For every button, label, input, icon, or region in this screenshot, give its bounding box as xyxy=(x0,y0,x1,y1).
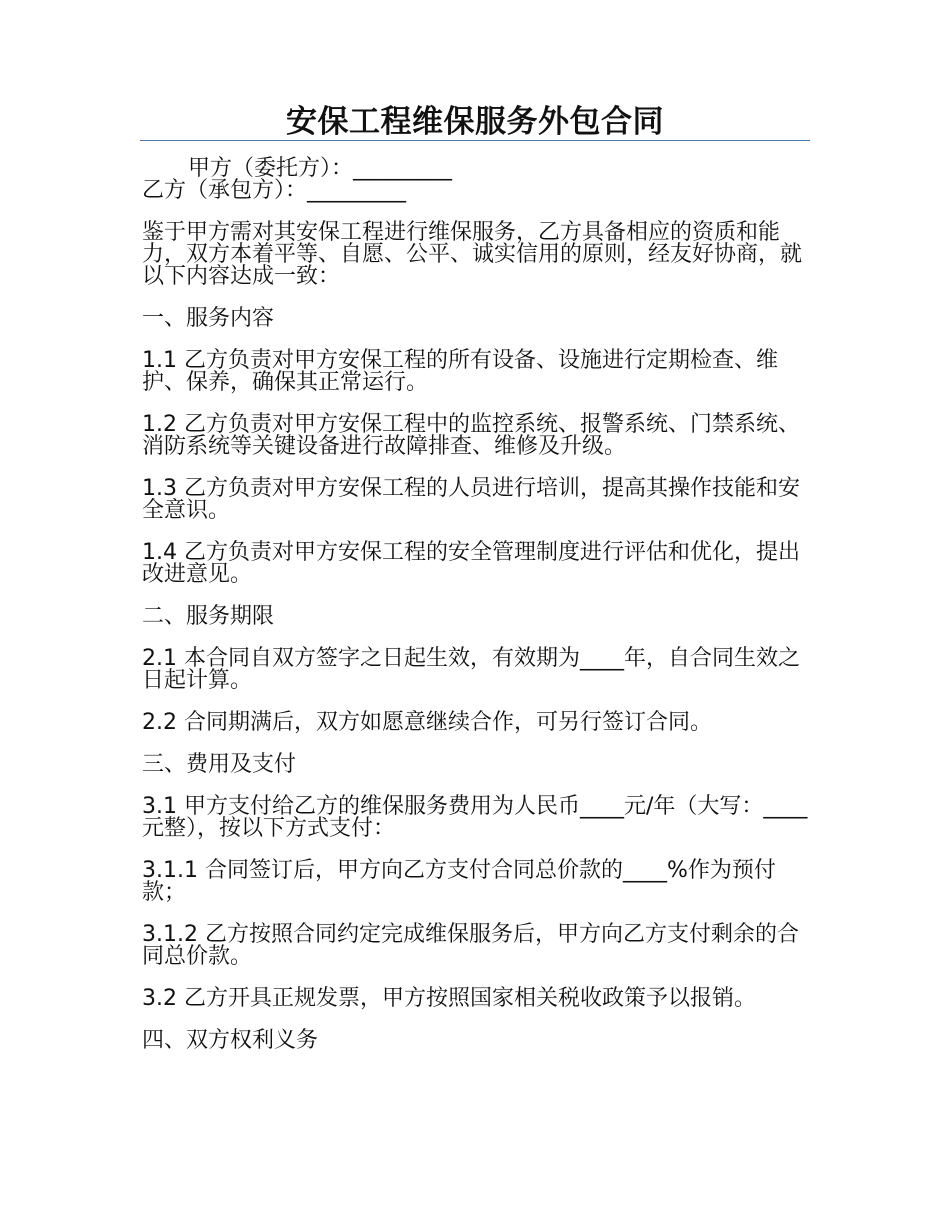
clause-3-1-1: 3.1.1 合同签订后，甲方向乙方支付合同总价款的____%作为预付款； xyxy=(142,858,776,905)
clause-1-2: 1.2 乙方负责对甲方安保工程中的监控系统、报警系统、门禁系统、消防系统等关键设备进行故障排查、维修及升级。 xyxy=(142,412,800,459)
clause-1-4: 1.4 乙方负责对甲方安保工程的安全管理制度进行评估和优化，提出改进意见。 xyxy=(142,540,800,587)
section-1-heading: 一、服务内容 xyxy=(142,306,275,331)
party-a-line: 甲方（委托方）：_________ xyxy=(188,156,453,181)
party-b-line: 乙方（承包方）：_________ xyxy=(142,178,407,203)
clause-1-3: 1.3 乙方负责对甲方安保工程的人员进行培训，提高其操作技能和安全意识。 xyxy=(142,476,800,523)
title-underline xyxy=(140,140,810,141)
clause-2-1: 2.1 本合同自双方签字之日起生效，有效期为____年，自合同生效之日起计算。 xyxy=(142,646,800,693)
section-3-heading: 三、费用及支付 xyxy=(142,752,297,777)
clause-3-1: 3.1 甲方支付给乙方的维保服务费用为人民币____元/年（大写：____元整），按以下方式支付： xyxy=(142,794,808,841)
section-2-heading: 二、服务期限 xyxy=(142,604,275,629)
document-body xyxy=(142,158,810,1072)
section-4-heading: 四、双方权利义务 xyxy=(142,1028,319,1053)
clause-3-2: 3.2 乙方开具正规发票，甲方按照国家相关税收政策予以报销。 xyxy=(142,986,756,1011)
clause-2-2: 2.2 合同期满后，双方如愿意继续合作，可另行签订合同。 xyxy=(142,710,712,735)
document-title: 安保工程维保服务外包合同 xyxy=(286,104,664,140)
clause-3-1-2: 3.1.2 乙方按照合同约定完成维保服务后，甲方向乙方支付剩余的合同总价款。 xyxy=(142,922,799,969)
intro-paragraph: 鉴于甲方需对其安保工程进行维保服务，乙方具备相应的资质和能力，双方本着平等、自愿、公平、诚实信用的原则，经友好协商，就以下内容达成一致： xyxy=(142,220,803,289)
clause-1-1: 1.1 乙方负责对甲方安保工程的所有设备、设施进行定期检查、维护、保养，确保其正常运行。 xyxy=(142,348,778,395)
